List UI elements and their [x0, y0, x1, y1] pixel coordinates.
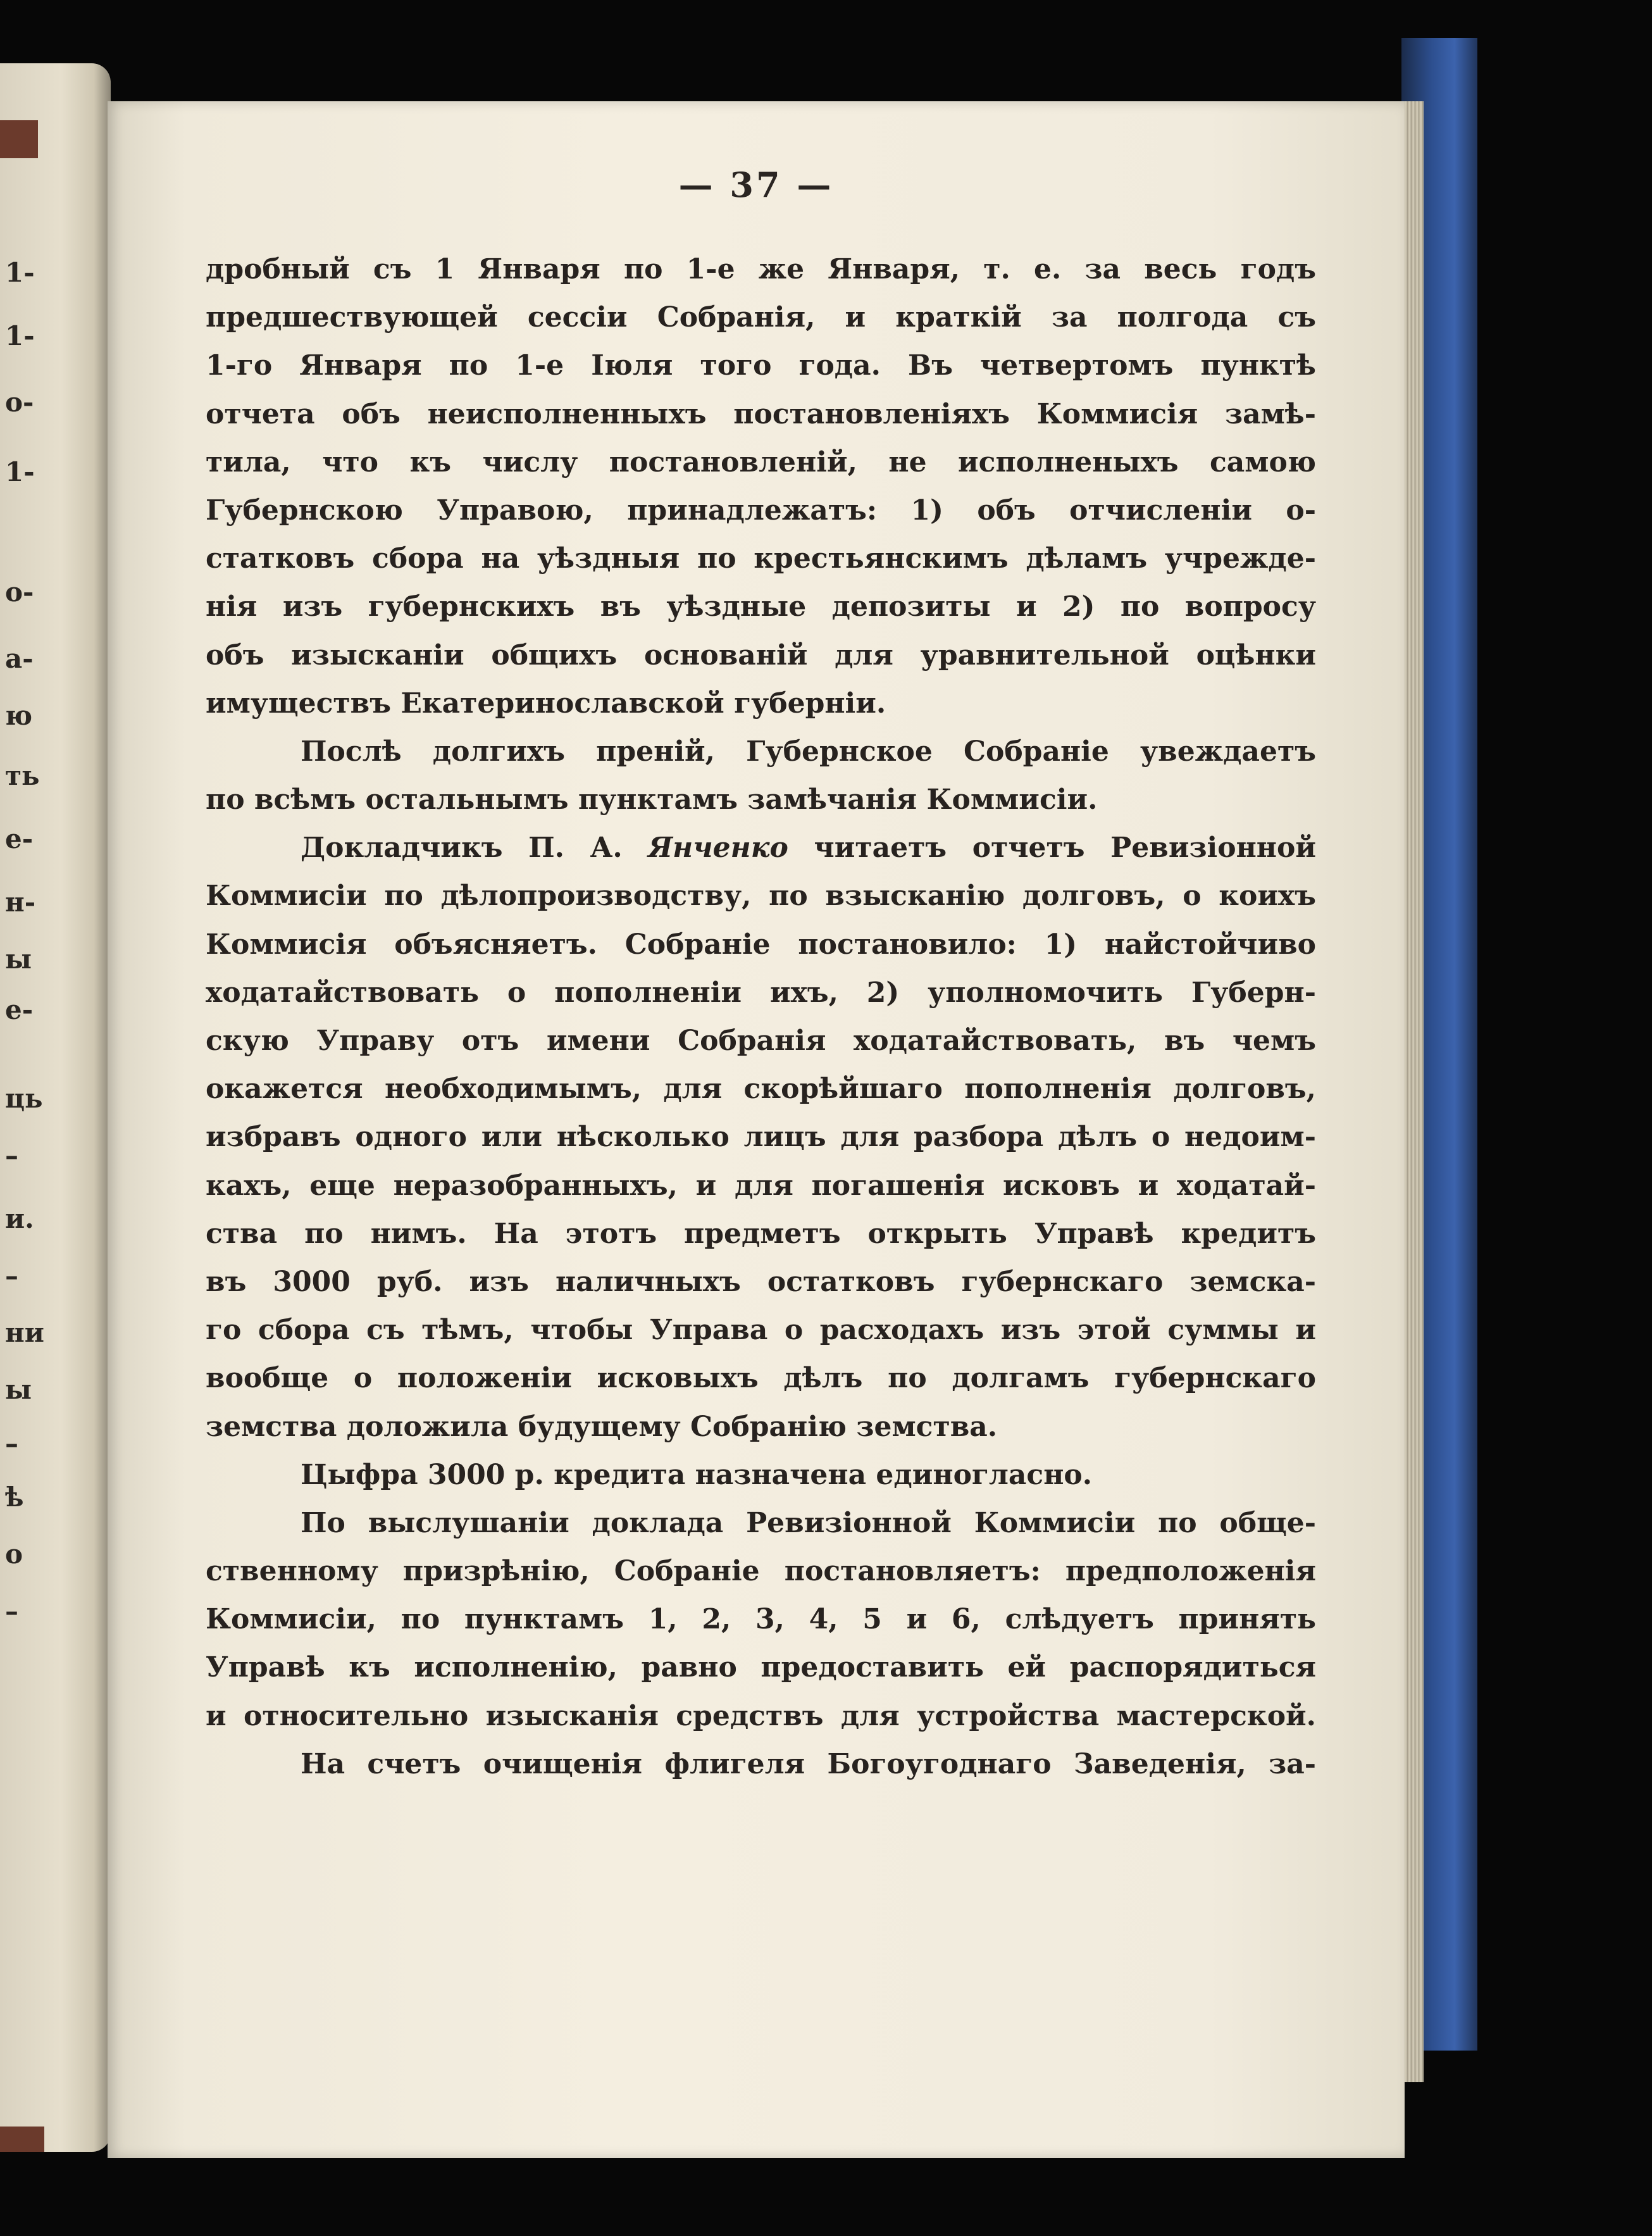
left-page-fragment: ю [5, 700, 33, 731]
left-page-fragment: н- [5, 887, 36, 918]
left-page-fragment: ни [5, 1317, 44, 1348]
text-segment: читаетъ отчетъ Ревизіонной [788, 832, 1316, 865]
left-page-fragment: o [5, 1539, 23, 1570]
text-line: имуществъ Екатеринославской губерніи. [206, 687, 886, 720]
left-page-fragment: ы [5, 1374, 32, 1405]
text-line: Коммисіи по дѣлопроизводству, по взысканію долговъ, о коихъ [206, 880, 1316, 913]
text-line: земства доложила будущему Собранію земства. [206, 1410, 998, 1443]
left-page-fragment: 1- [5, 257, 35, 288]
text-line: ственному призрѣнію, Собраніе постановляетъ: предположенія [206, 1555, 1316, 1588]
text-line: 1-го Января по 1-е Іюля того года. Въ четвертомъ пунктѣ [206, 349, 1316, 382]
left-page-fragment: o- [5, 387, 34, 418]
left-page-fragment: a- [5, 643, 34, 674]
text-line: нія изъ губернскихъ въ уѣздные депозиты и 2) по вопросу [206, 590, 1316, 623]
text-line: ства по нимъ. На этотъ предметъ открыть Управѣ кредитъ [206, 1217, 1316, 1250]
left-page-fragment: – [5, 1260, 18, 1291]
text-line: Цыфра 3000 р. кредита назначена единогласно. [301, 1458, 1093, 1491]
text-line: въ 3000 руб. изъ наличныхъ остатковъ губернскаго земска- [206, 1265, 1316, 1298]
text-line: отчета объ неисполненныхъ постановленіяхъ Коммисія замѣ- [206, 397, 1316, 430]
text-line: го сбора съ тѣмъ, чтобы Управа о расходахъ изъ этой суммы и [206, 1314, 1316, 1347]
speaker-name: Янченко [648, 832, 788, 865]
left-page-fragment: e- [5, 994, 34, 1025]
left-page-fragment: ѣ [5, 1482, 24, 1513]
text-line: Управѣ къ исполненію, равно предоставить ей распорядиться [206, 1651, 1316, 1684]
text-line: Губернскою Управою, принадлежатъ: 1) объ отчисленіи о- [206, 494, 1316, 527]
text-line: Коммисія объясняетъ. Собраніе постановило: 1) найстойчиво [206, 928, 1316, 961]
text-line: избравъ одного или нѣсколько лицъ для разбора дѣлъ о недоим- [206, 1121, 1316, 1154]
left-page-fragment: и. [5, 1203, 34, 1234]
text-line: по всѣмъ остальнымъ пунктамъ замѣчанія Коммисіи. [206, 784, 1098, 816]
left-page-fragment: 1- [5, 456, 35, 487]
text-line: окажется необходимымъ, для скорѣйшаго пополненія долговъ, [206, 1073, 1316, 1106]
text-line: Коммисіи, по пунктамъ 1, 2, 3, 4, 5 и 6, слѣдуетъ принять [206, 1603, 1316, 1636]
document-page [108, 101, 1405, 2158]
text-line: тила, что къ числу постановленій, не исполненыхъ самою [206, 446, 1316, 478]
page-number: — 37 — [678, 165, 834, 205]
left-page-fragment: ць [5, 1083, 43, 1114]
left-page-fragment: o- [5, 577, 34, 608]
left-page-fragment: ы [5, 944, 32, 975]
text-line: На счетъ очищенія флигеля Богоугоднаго Заведенія, за- [301, 1747, 1316, 1780]
text-line: скую Управу отъ имени Собранія ходатайствовать, въ чемъ [206, 1025, 1316, 1057]
text-segment: Докладчикъ П. А. [301, 832, 649, 865]
text-line: дробный съ 1 Января по 1-е же Января, т. е. за весь годъ [206, 253, 1316, 285]
left-page-fragment: ть [5, 760, 40, 791]
text-line: и относительно изысканія средствъ для устройства мастерской. [206, 1699, 1316, 1732]
text-line [206, 824, 1316, 872]
text-line: статковъ сбора на уѣздныя по крестьянскимъ дѣламъ учрежде- [206, 542, 1316, 575]
body-text [206, 246, 1316, 1789]
text-line: По выслушаніи доклада Ревизіонной Коммисіи по обще- [301, 1506, 1316, 1539]
left-page-fragment: 1- [5, 320, 35, 351]
text-line: вообще о положеніи исковыхъ дѣлъ по долгамъ губернскаго [206, 1362, 1316, 1395]
left-page-edge [0, 63, 111, 2152]
text-line: предшествующей сессіи Собранія, и краткій за полгода съ [206, 301, 1316, 334]
text-line: кахъ, еще неразобранныхъ, и для погашенія исковъ и ходатай- [206, 1169, 1316, 1202]
text-line: ходатайствовать о пополненіи ихъ, 2) уполномочить Губерн- [206, 976, 1316, 1009]
text-line: объ изысканіи общихъ основаній для уравнительной оцѣнки [206, 639, 1316, 671]
left-page-fragment: – [5, 1140, 18, 1171]
binding-corner-top [0, 120, 38, 158]
text-line: Послѣ долгихъ преній, Губернское Собраніе увеждаетъ [301, 735, 1316, 768]
left-page-fragment: e- [5, 823, 34, 854]
left-page-fragment: – [5, 1428, 18, 1459]
binding-corner-bottom [0, 2127, 44, 2152]
left-page-fragment: – [5, 1596, 18, 1627]
